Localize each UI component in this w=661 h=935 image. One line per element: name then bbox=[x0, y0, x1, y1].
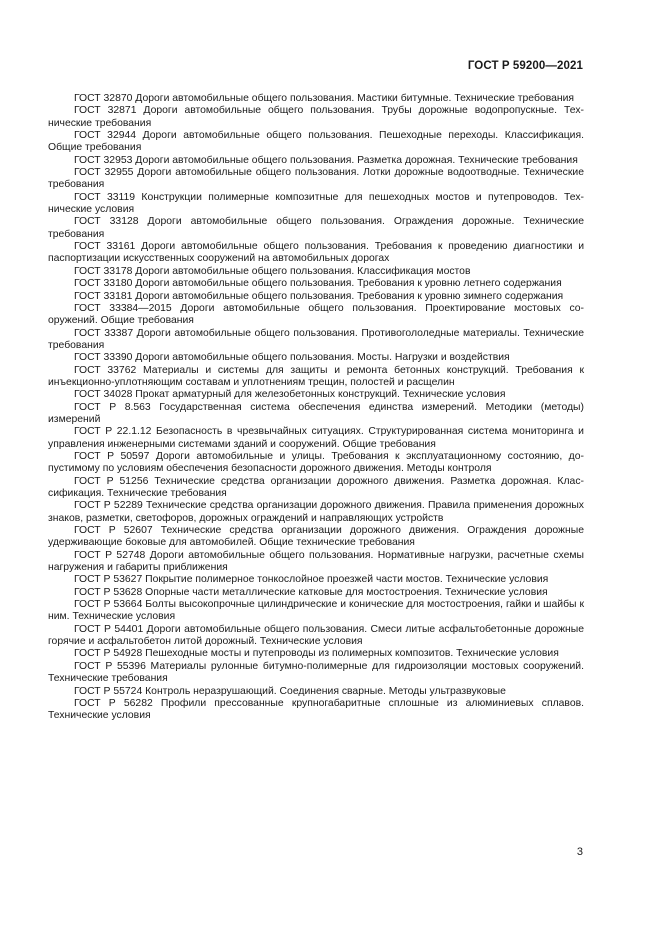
reference-entry: ГОСТ 33384—2015 Дороги автомобильные общего пользования. Проектирование мостовых сооружений. Общие требования bbox=[48, 302, 584, 327]
reference-entry: ГОСТ 33119 Конструкции полимерные композитные для пешеходных мостов и путепроводов. Технические условия bbox=[48, 191, 584, 216]
reference-entry: ГОСТ 33161 Дороги автомобильные общего пользования. Требования к проведению диагностики и паспортизации искусственных сооружений на автомобильных дорогах bbox=[48, 241, 584, 265]
reference-entry: ГОСТ 34028 Прокат арматурный для железобетонных конструкций. Технические условия bbox=[74, 389, 506, 401]
reference-entry: ГОСТ 32870 Дороги автомобильные общего пользования. Мастики битумные. Технические требования bbox=[74, 93, 575, 104]
document-code-header: ГОСТ Р 59200—2021 bbox=[467, 60, 583, 72]
reference-entry: ГОСТ Р 51256 Технические средства организации дорожного движения. Разметка дорожная. Классификация. Технические требования bbox=[48, 475, 584, 499]
reference-entry: ГОСТ 33178 Дороги автомобильные общего пользования. Классификация мостов bbox=[74, 265, 471, 277]
reference-entry: ГОСТ 33387 Дороги автомобильные общего пользования. Противогололедные материалы. Технические требования bbox=[48, 327, 584, 351]
reference-entry: ГОСТ 33128 Дороги автомобильные общего пользования. Ограждения дорожные. Технические требования bbox=[48, 216, 584, 240]
reference-entry: ГОСТ 33180 Дороги автомобильные общего пользования. Требования к уровню летнего содержания bbox=[74, 278, 562, 290]
references-list bbox=[48, 93, 584, 723]
reference-entry: ГОСТ 32871 Дороги автомобильные общего пользования. Трубы дорожные водопропускные. Технические требования bbox=[48, 105, 584, 129]
reference-entry: ГОСТ Р 50597 Дороги автомобильные и улицы. Требования к эксплуатационному состоянию, допустимому по условиям обеспечения безопасности дорожного движения. Методы контроля bbox=[48, 450, 584, 475]
reference-entry: ГОСТ Р 53628 Опорные части металлические катковые для мостостроения. Технические условия bbox=[74, 586, 548, 598]
reference-entry: ГОСТ 33390 Дороги автомобильные общего пользования. Мосты. Нагрузки и воздействия bbox=[74, 352, 510, 364]
reference-entry: ГОСТ Р 55724 Контроль неразрушающий. Соединения сварные. Методы ультразвуковые bbox=[74, 685, 506, 697]
reference-entry: ГОСТ Р 54401 Дороги автомобильные общего пользования. Смеси литые асфальтобетонные дорожные горячие и асфальтобетон литой дорожный. Технические условия bbox=[48, 623, 584, 648]
reference-entry: ГОСТ 32955 Дороги автомобильные общего пользования. Лотки дорожные водоотводные. Технические требования bbox=[48, 167, 584, 191]
reference-entry: ГОСТ Р 52748 Дороги автомобильные общего пользования. Нормативные нагрузки, расчетные схемы нагружения и габариты приближения bbox=[48, 549, 584, 574]
page-number: 3 bbox=[576, 846, 583, 858]
reference-entry: ГОСТ Р 52607 Технические средства организации дорожного движения. Ограждения дорожные удерживающие боковые для автомобилей. Общие технические требования bbox=[48, 525, 584, 549]
reference-entry: ГОСТ Р 22.1.12 Безопасность в чрезвычайных ситуациях. Структурированная система мониторинга и управления инженерными системами зданий и сооружений. Общие требования bbox=[48, 426, 584, 450]
reference-entry: ГОСТ Р 53627 Покрытие полимерное тонкослойное проезжей части мостов. Технические условия bbox=[74, 574, 549, 586]
reference-entry: ГОСТ Р 8.563 Государственная система обеспечения единства измерений. Методики (методы) измерений bbox=[48, 401, 584, 425]
reference-entry: ГОСТ 32944 Дороги автомобильные общего пользования. Пешеходные переходы. Классификация. Общие требования bbox=[48, 130, 584, 154]
reference-entry: ГОСТ Р 52289 Технические средства организации дорожного движения. Правила применения дорожных знаков, разметки, светофоров, дорожных ограждений и направляющих устройств bbox=[48, 500, 584, 524]
reference-entry: ГОСТ 32953 Дороги автомобильные общего пользования. Разметка дорожная. Технические требования bbox=[74, 154, 578, 166]
reference-entry: ГОСТ 33181 Дороги автомобильные общего пользования. Требования к уровню зимнего содержания bbox=[74, 290, 564, 302]
reference-entry: ГОСТ Р 54928 Пешеходные мосты и путепроводы из полимерных композитов. Технические условия bbox=[74, 648, 559, 660]
reference-entry: ГОСТ 33762 Материалы и системы для защиты и ремонта бетонных конструкций. Требования к инъекционно-уплотняющим составам и уплотнениям трещин, полостей и расщелин bbox=[48, 364, 584, 388]
reference-entry: ГОСТ Р 53664 Болты высокопрочные цилиндрические и конические для мостостроения, гайки и шайбы к ним. Технические условия bbox=[48, 599, 584, 623]
reference-entry: ГОСТ Р 56282 Профили прессованные крупногабаритные сплошные из алюминиевых сплавов. Технические условия bbox=[48, 697, 584, 722]
reference-entry: ГОСТ Р 55396 Материалы рулонные битумно-полимерные для гидроизоляции мостовых сооружений. Технические требования bbox=[48, 660, 584, 685]
